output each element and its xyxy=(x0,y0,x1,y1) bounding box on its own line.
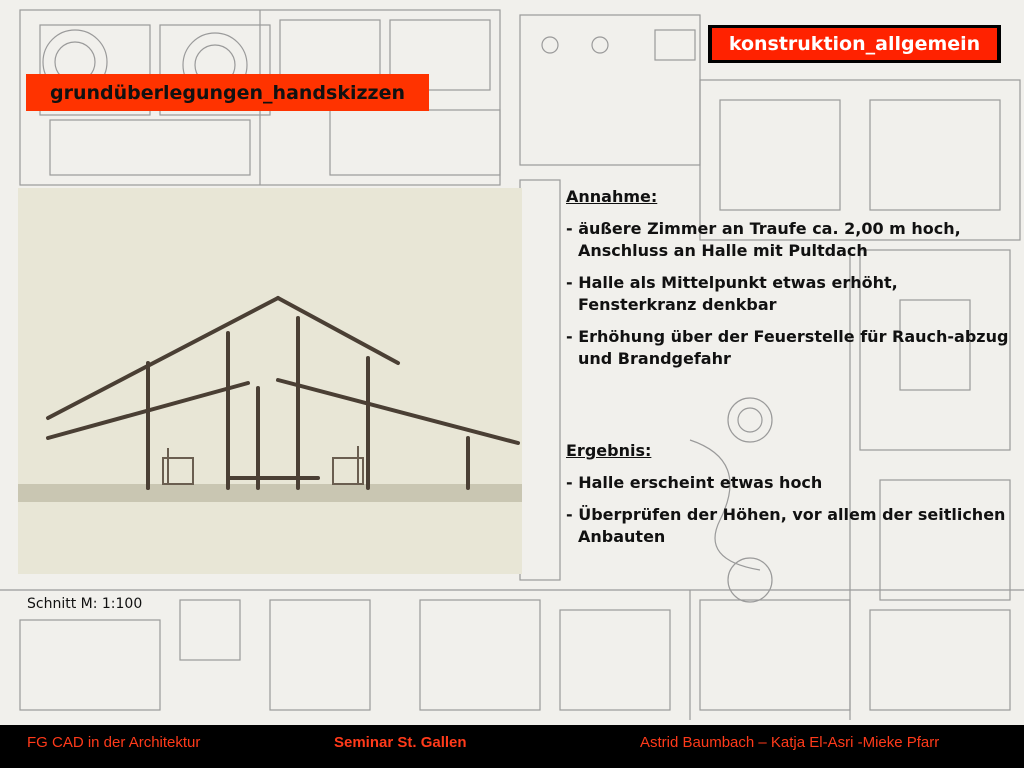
notes-panel xyxy=(566,186,1016,558)
spacer xyxy=(566,380,1016,440)
footer-seminar: Seminar St. Gallen xyxy=(334,734,467,751)
assumption-item: - Halle als Mittelpunkt etwas erhöht, Fensterkranz denkbar xyxy=(566,273,898,314)
footer-authors: Astrid Baumbach – Katja El-Asri -Mieke Pfarr xyxy=(640,734,940,751)
section-label-sketches: grundüberlegungen_handskizzen xyxy=(26,74,429,111)
section-label-construction xyxy=(708,25,1001,63)
assumption-heading: Annahme: xyxy=(566,187,658,206)
footer-bar xyxy=(0,725,1024,768)
assumption-item: - Erhöhung über der Feuerstelle für Rauch-abzug und Brandgefahr xyxy=(566,327,1009,368)
footer-course: FG CAD in der Architektur xyxy=(27,734,201,751)
assumption-item: - äußere Zimmer an Traufe ca. 2,00 m hoch, Anschluss an Halle mit Pultdach xyxy=(566,219,961,260)
section-sketch xyxy=(18,188,522,574)
section-label-construction-text: konstruktion_allgemein xyxy=(712,28,997,60)
sketch-caption: Schnitt M: 1:100 xyxy=(27,596,143,612)
result-heading: Ergebnis: xyxy=(566,441,652,460)
result-item: - Überprüfen der Höhen, vor allem der seitlichen Anbauten xyxy=(566,505,1006,546)
result-item: - Halle erscheint etwas hoch xyxy=(566,473,823,492)
